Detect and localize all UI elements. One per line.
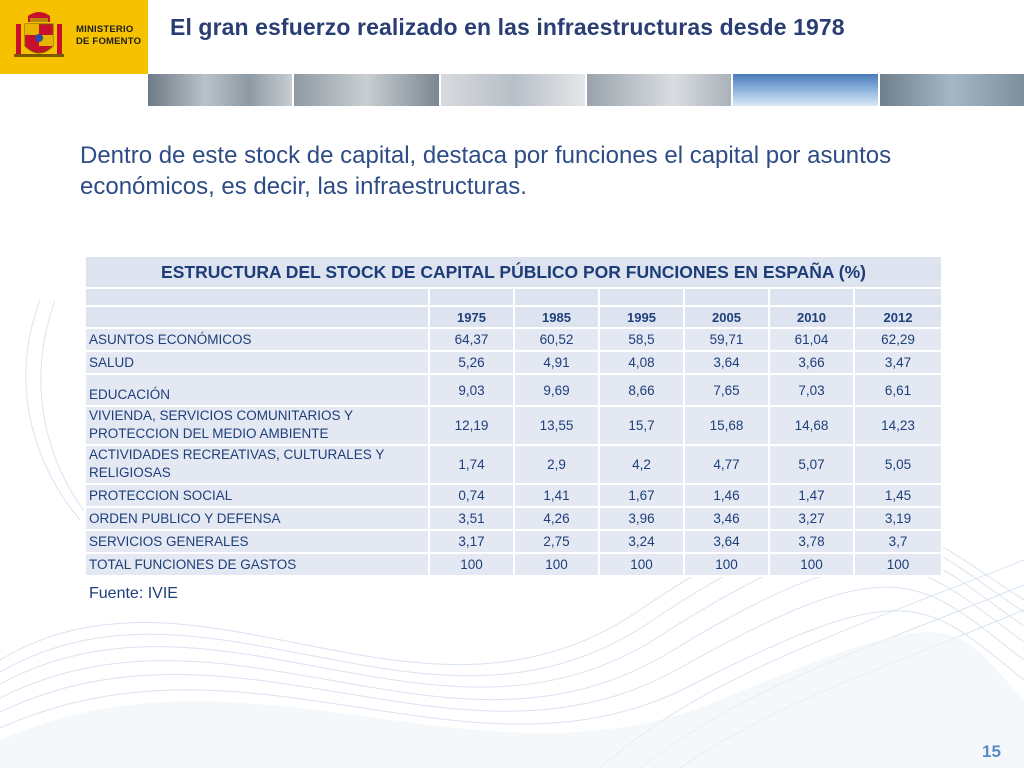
blank-cell xyxy=(684,288,769,306)
table-cell: 4,26 xyxy=(514,507,599,530)
year-header: 2005 xyxy=(684,306,769,328)
blank-cell xyxy=(429,288,514,306)
table-cell: 3,47 xyxy=(854,351,942,374)
header-photo-strip xyxy=(148,74,1024,106)
slide-title: El gran esfuerzo realizado en las infraestructuras desde 1978 xyxy=(170,14,845,40)
table-cell: 4,08 xyxy=(599,351,684,374)
table-cell: 3,24 xyxy=(599,530,684,553)
photo-highway xyxy=(294,74,438,106)
table-title-row xyxy=(85,256,942,288)
table-cell: 2,9 xyxy=(514,445,599,484)
ministry-line-2: DE FOMENTO xyxy=(76,36,142,47)
intro-paragraph: Dentro de este stock de capital, destaca por funciones el capital por asuntos económicos, es decir, las infraestructuras. xyxy=(80,142,892,200)
table-row xyxy=(85,553,942,576)
table-cell: 1,46 xyxy=(684,484,769,507)
source-note: Fuente: IVIE xyxy=(89,585,178,602)
table-cell: 61,04 xyxy=(769,328,854,351)
table-cell: 58,5 xyxy=(599,328,684,351)
year-header: 1985 xyxy=(514,306,599,328)
table-cell: 14,23 xyxy=(854,406,942,445)
table-cell: 5,07 xyxy=(769,445,854,484)
blank-cell xyxy=(599,288,684,306)
table-cell: 100 xyxy=(769,553,854,576)
table-cell: 1,47 xyxy=(769,484,854,507)
table-row xyxy=(85,507,942,530)
table-cell: 100 xyxy=(599,553,684,576)
table-cell: 3,78 xyxy=(769,530,854,553)
table-cell: 6,61 xyxy=(854,374,942,406)
blank-cell xyxy=(769,288,854,306)
row-label-header xyxy=(85,306,429,328)
table-title: ESTRUCTURA DEL STOCK DE CAPITAL PÚBLICO POR FUNCIONES EN ESPAÑA (%) xyxy=(85,256,942,288)
ministry-logo xyxy=(0,0,148,74)
table-cell: 3,96 xyxy=(599,507,684,530)
table-cell: 3,46 xyxy=(684,507,769,530)
table-cell: 9,69 xyxy=(514,374,599,406)
table-cell: 64,37 xyxy=(429,328,514,351)
row-label: ASUNTOS ECONÓMICOS xyxy=(85,328,429,351)
year-header: 1975 xyxy=(429,306,514,328)
table-cell: 1,67 xyxy=(599,484,684,507)
table-cell: 1,41 xyxy=(514,484,599,507)
table-cell: 3,64 xyxy=(684,351,769,374)
table-cell: 9,03 xyxy=(429,374,514,406)
photo-station xyxy=(441,74,585,106)
logo-spacer xyxy=(0,74,148,106)
table-cell: 1,74 xyxy=(429,445,514,484)
row-label: SERVICIOS GENERALES xyxy=(85,530,429,553)
table-cell: 100 xyxy=(684,553,769,576)
table-cell: 3,64 xyxy=(684,530,769,553)
table-cell: 4,77 xyxy=(684,445,769,484)
table-cell: 100 xyxy=(429,553,514,576)
coat-of-arms-icon xyxy=(10,8,68,66)
capital-stock-table-wrapper xyxy=(84,255,941,577)
capital-stock-table xyxy=(84,255,943,577)
photo-city xyxy=(148,74,292,106)
table-cell: 3,7 xyxy=(854,530,942,553)
table-row xyxy=(85,530,942,553)
table-cell: 62,29 xyxy=(854,328,942,351)
photo-airport xyxy=(587,74,731,106)
table-cell: 3,51 xyxy=(429,507,514,530)
page-number: 15 xyxy=(982,742,1001,761)
table-cell: 5,05 xyxy=(854,445,942,484)
photo-port xyxy=(880,74,1024,106)
table-row xyxy=(85,406,942,445)
table-cell: 7,65 xyxy=(684,374,769,406)
photo-airplane xyxy=(733,74,877,106)
blank-cell xyxy=(514,288,599,306)
table-cell: 60,52 xyxy=(514,328,599,351)
table-cell: 1,45 xyxy=(854,484,942,507)
table-cell: 8,66 xyxy=(599,374,684,406)
year-header-row xyxy=(85,306,942,328)
blank-cell xyxy=(85,288,429,306)
table-cell: 7,03 xyxy=(769,374,854,406)
table-cell: 0,74 xyxy=(429,484,514,507)
table-cell: 14,68 xyxy=(769,406,854,445)
year-header: 2012 xyxy=(854,306,942,328)
table-row xyxy=(85,445,942,484)
row-label: ORDEN PUBLICO Y DEFENSA xyxy=(85,507,429,530)
table-cell: 5,26 xyxy=(429,351,514,374)
ministry-name xyxy=(76,24,146,48)
table-cell: 4,2 xyxy=(599,445,684,484)
blank-cell xyxy=(854,288,942,306)
row-label: VIVIENDA, SERVICIOS COMUNITARIOS Y PROTECCION DEL MEDIO AMBIENTE xyxy=(85,406,429,445)
row-label: TOTAL FUNCIONES DE GASTOS xyxy=(85,553,429,576)
table-cell: 12,19 xyxy=(429,406,514,445)
row-label: PROTECCION SOCIAL xyxy=(85,484,429,507)
year-header: 2010 xyxy=(769,306,854,328)
table-cell: 100 xyxy=(514,553,599,576)
ministry-line-1: MINISTERIO xyxy=(76,24,134,35)
blank-row xyxy=(85,288,942,306)
table-row xyxy=(85,351,942,374)
year-header: 1995 xyxy=(599,306,684,328)
table-row xyxy=(85,374,942,406)
table-row xyxy=(85,328,942,351)
table-cell: 3,19 xyxy=(854,507,942,530)
table-cell: 13,55 xyxy=(514,406,599,445)
table-cell: 15,68 xyxy=(684,406,769,445)
table-cell: 3,66 xyxy=(769,351,854,374)
table-cell: 2,75 xyxy=(514,530,599,553)
table-row xyxy=(85,484,942,507)
table-cell: 100 xyxy=(854,553,942,576)
table-cell: 3,27 xyxy=(769,507,854,530)
table-cell: 3,17 xyxy=(429,530,514,553)
row-label: EDUCACIÓN xyxy=(85,374,429,406)
table-cell: 15,7 xyxy=(599,406,684,445)
table-cell: 4,91 xyxy=(514,351,599,374)
table-cell: 59,71 xyxy=(684,328,769,351)
row-label: SALUD xyxy=(85,351,429,374)
row-label: ACTIVIDADES RECREATIVAS, CULTURALES Y RELIGIOSAS xyxy=(85,445,429,484)
